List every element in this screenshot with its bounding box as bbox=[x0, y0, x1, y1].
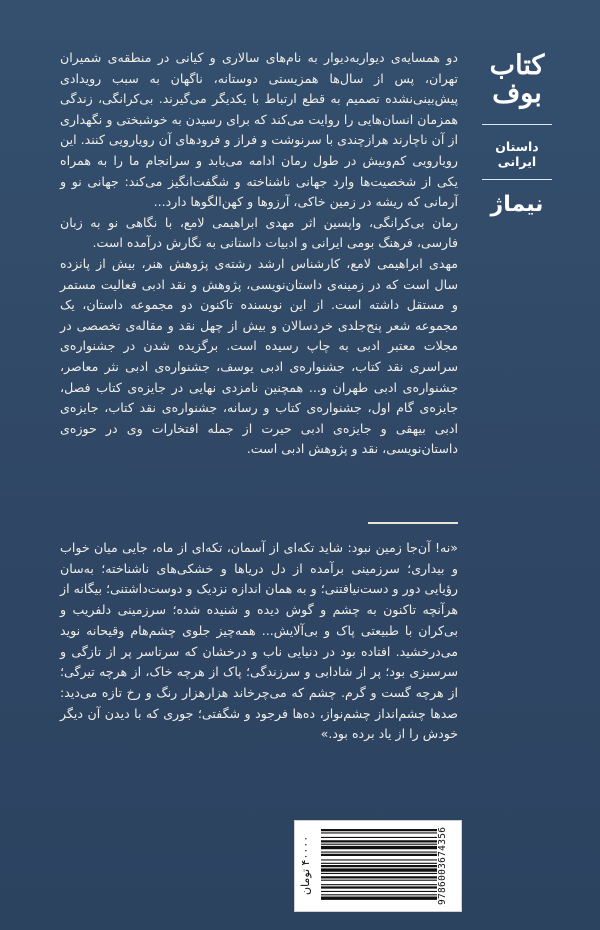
series-label: داستان ایرانی bbox=[495, 139, 539, 169]
publisher-logo: نیماژ bbox=[490, 192, 544, 217]
logo-line-2: بوف bbox=[492, 78, 542, 109]
section-divider bbox=[368, 522, 458, 524]
logo-line-1: کتاب bbox=[489, 50, 545, 81]
synopsis bbox=[60, 48, 458, 460]
synopsis-paragraph-2: رمان بی‌کرانگی، واپسین اثر مهدی ابراهیمی لامع، با نگاهی نو به زبان فارسی، فرهنگ بومی ایرانی و ادبیات داستانی به نگارش درآمده است. bbox=[60, 214, 458, 251]
brand-divider-bottom bbox=[482, 179, 552, 180]
price-label: ۴۰۰۰۰ تومان bbox=[299, 835, 312, 895]
publisher-brand bbox=[476, 52, 558, 217]
synopsis-paragraph-1: دو همسایه‌ی دیواربه‌دیوار به نام‌های سالاری و کیانی در منطقه‌ی شمیران تهران، پس از سال‌ها همزیستی دوستانه، ناگهان به سبب رویدادی پیش‌بینی‌نشده تصمیم به قطع ارتباط با یکدیگر می‌گیرند. بی‌کرانگی، زندگی همزمان انسان‌هایی را روایت می‌کند که برای رسیدن به خوشبختی و نگهداری از آن ناچارند هرازچندی با سرنوشت و فراز و فرودهای آن رویارویی کنند. این رویارویی کم‌وبیش در طول رمان ادامه می‌یابد و سرانجام ما را به همراه یکی از شخصیت‌ها وارد جهانی ناشناخته و شگفت‌انگیز می‌کند: جهانی نو و آرمانی که ریشه در زمین خاکی، آرزوها و کهن‌الگوها دارد... bbox=[60, 50, 458, 210]
brand-divider-top bbox=[482, 124, 552, 125]
barcode-panel bbox=[294, 820, 462, 912]
book-excerpt-quote: «نه! آن‌جا زمین نبود: شاید تکه‌ای از آسمان، تکه‌ای از ماه، جایی میان خواب و بیداری؛ سرزمینی برآمده از دل دریاها و خشکی‌های ناشناخته؛ به‌سان رؤیایی دور و دست‌نیافتنی؛ و به همان اندازه نزدیک و دوست‌داشتنی؛ بیگانه از هرآنچه تاکنون به چشم و گوش دیده و شنیده شده؛ سرزمینی دلفریب و بی‌کران با طبیعتی پاک و بی‌آلایش... همه‌چیز جلوی چشم‌هام وقیحانه نوید می‌درخشید. افتاده بود در دنیایی ناب و درخشان که سرتاسر پر از تازگی و سرسبزی بود؛ پر از شادابی و سرزندگی؛ پاک از هرچه خاک، از هرچه تیرگی؛ از هرچه گست و گرم. چشم که می‌چرخاند هزارهزار رنگ و رخ تازه می‌دید: صدها چشم‌انداز چشم‌نواز، ده‌ها فرجود و شگفتی؛ جوری که با دیدن آن دیگر خودش را از یاد برده بود.» bbox=[60, 540, 458, 742]
book-series-logo bbox=[476, 52, 558, 108]
isbn-number: 9786003674356 bbox=[437, 826, 448, 906]
synopsis-paragraph-3: مهدی ابراهیمی لامع، کارشناس ارشد رشته‌ی پژوهش هنر، بیش از پانزده سال است که در زمینه‌ی داستان‌نویسی، پژوهش و نقد ادبی فعالیت مستمر و مستقل داشته است. از این نویسنده تاکنون دو مجموعه داستان، یک مجموعه شعر پنج‌جلدی خردسالان و بیش از چهل نقد و مقاله‌ی تخصصی در مجلات معتبر ادبی به چاپ رسیده است. برگزیده شدن در جشنواره‌ی سراسری نقد کتاب، جشنواره‌ی ادبی یوسف، جشنواره‌ی ادبی نثر معاصر، جشنواره‌ی ادبی طهران و... همچنین نامزدی نهایی در جایزه‌ی کتاب فصل، جایزه‌ی گام اول، جشنواره‌ی کتاب و رسانه، جشنواره‌ی نقد کتاب، جایزه‌ی ادبی بیهقی و جایزه‌ی ادبی حیرت از جمله افتخارات وی در حوزه‌ی داستان‌نویسی، نقد و پژوهش ادبی است. bbox=[60, 255, 458, 457]
barcode-icon bbox=[321, 829, 437, 901]
